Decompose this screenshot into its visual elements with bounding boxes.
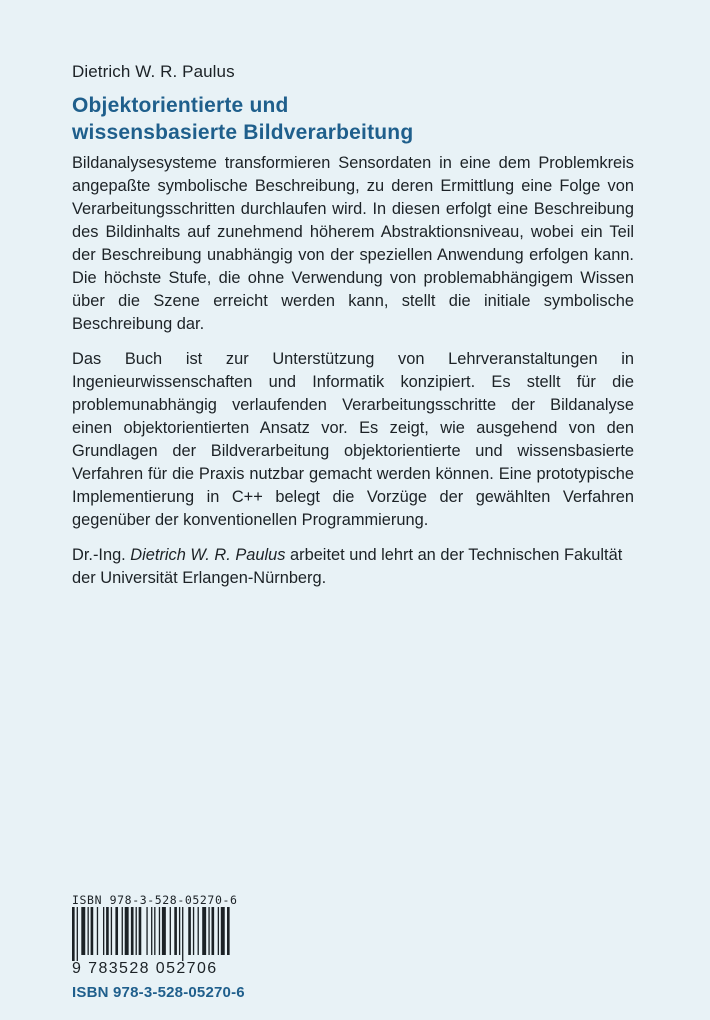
barcode-bar bbox=[162, 907, 166, 955]
barcode-bar bbox=[72, 907, 75, 961]
barcode-bar bbox=[106, 907, 109, 955]
barcode-bar bbox=[182, 907, 183, 961]
barcode-bar bbox=[103, 907, 104, 955]
barcode-bar bbox=[193, 907, 194, 955]
barcode-bar bbox=[212, 907, 215, 955]
author-bio-name: Dietrich W. R. Paulus bbox=[130, 546, 286, 564]
author-bio-text: arbeitet und lehrt an der Technischen Fakultät der Universität Erlangen-Nürnberg. bbox=[72, 546, 623, 587]
barcode-bar bbox=[202, 907, 206, 955]
blurb bbox=[72, 152, 634, 602]
barcode-bar bbox=[170, 907, 171, 955]
barcode-bar bbox=[159, 907, 160, 955]
barcode-bar bbox=[131, 907, 134, 955]
barcode-bar bbox=[91, 907, 94, 955]
barcode-bar bbox=[179, 907, 180, 955]
barcode-bar bbox=[221, 907, 225, 955]
barcode-bar bbox=[154, 907, 155, 955]
book-title-line-1: Objektorientierte und bbox=[72, 94, 289, 117]
barcode bbox=[70, 907, 230, 961]
barcode-bar bbox=[77, 907, 78, 961]
author-bio bbox=[72, 544, 634, 590]
barcode-bar bbox=[151, 907, 152, 955]
barcode-bar bbox=[227, 907, 230, 955]
barcode-bar bbox=[218, 907, 219, 955]
barcode-bar bbox=[81, 907, 85, 955]
barcode-bar bbox=[208, 907, 209, 955]
barcode-bar bbox=[198, 907, 199, 955]
barcode-bar bbox=[188, 907, 191, 955]
barcode-bar bbox=[125, 907, 129, 955]
barcode-bar bbox=[88, 907, 89, 955]
barcode-bar bbox=[115, 907, 118, 955]
barcode-bar bbox=[111, 907, 112, 955]
barcode-bar bbox=[139, 907, 142, 955]
blurb-paragraph-2: Das Buch ist zur Unterstützung von Lehrveranstaltungen in Ingenieurwissenschaften und Informatik konzipiert. Es stellt für die problemunabhängig verlaufenden Verarbeitungsschritte der Bildanalyse einen objektorientierten Ansatz vor. Es zeigt, wie ausgehend von den Grundlagen der Bildverarbeitung objektorientierte und wissensbasierte Verfahren für die Praxis nutzbar gemacht werden können. Eine prototypische Implementierung in C++ belegt die Vorzüge der gewählten Verfahren gegenüber der konventionellen Programmierung. bbox=[72, 350, 634, 529]
barcode-isbn-label: ISBN 978-3-528-05270-6 bbox=[72, 893, 238, 907]
barcode-bar bbox=[174, 907, 177, 955]
isbn-number: ISBN 978-3-528-05270-6 bbox=[72, 984, 245, 1001]
barcode-bar bbox=[146, 907, 147, 955]
book-title-line-2: wissensbasierte Bildverarbeitung bbox=[72, 121, 414, 144]
barcode-bar bbox=[122, 907, 123, 955]
author-name: Dietrich W. R. Paulus bbox=[72, 62, 235, 81]
barcode-bar bbox=[97, 907, 98, 955]
book-title bbox=[72, 92, 413, 146]
barcode-bar bbox=[136, 907, 137, 955]
blurb-paragraph-1: Bildanalysesysteme transformieren Sensordaten in eine dem Problemkreis angepaßte symbolische Beschreibung, zu deren Ermittlung eine Folge von Verarbeitungsschritten durchlaufen wird. In diesen erfolgt eine Beschreibung des Bildinhalts auf zunehmend höherem Abstraktionsniveau, wobei ein Teil der Beschreibung unabhängig von der speziellen Anwendung erfolgen kann. Die höchste Stufe, die ohne Verwendung von problemabhängigem Wissen über die Szene erreicht werden kann, stellt die initiale symbolische Beschreibung dar. bbox=[72, 154, 634, 333]
author-bio-prefix: Dr.-Ing. bbox=[72, 546, 131, 564]
barcode-digits: 9 783528 052706 bbox=[72, 960, 218, 977]
